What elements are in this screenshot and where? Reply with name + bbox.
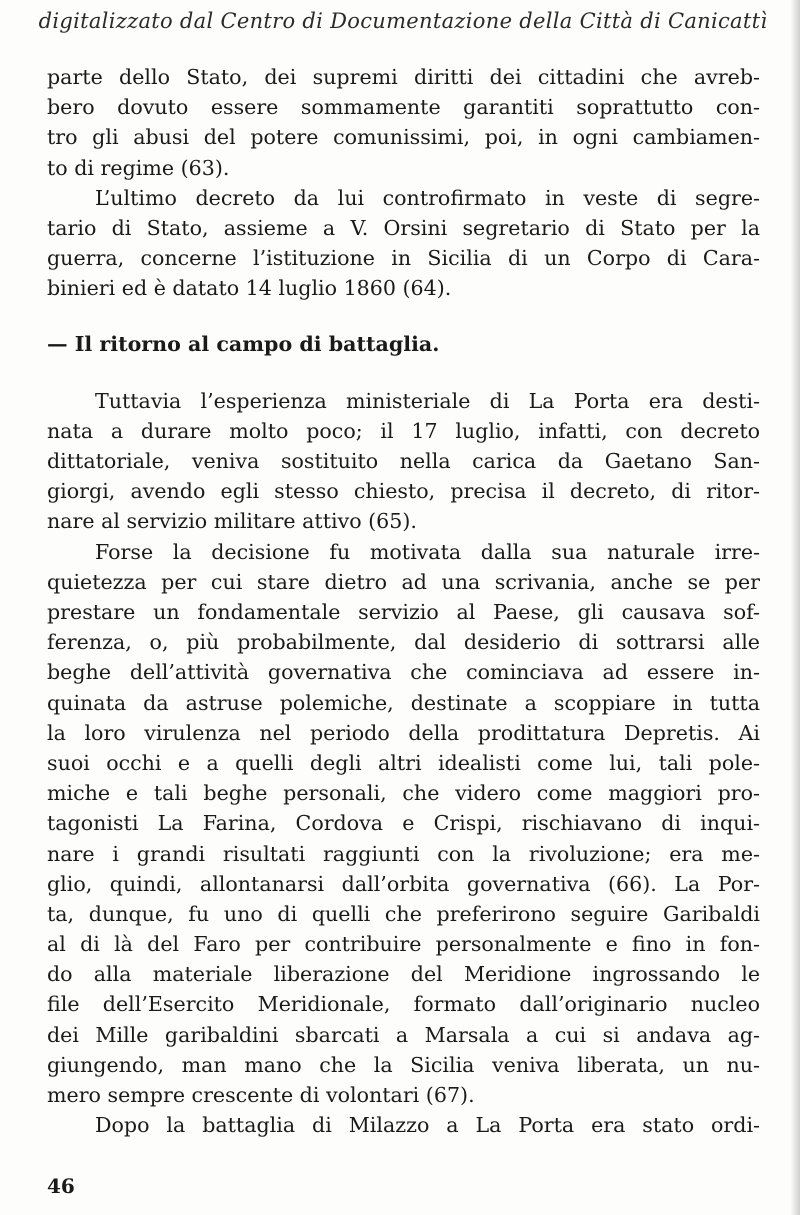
text-line: to di regime (63). [47,155,230,180]
text-line: suoi occhi e a quelli degli altri idealisti come lui, tali pole- [47,750,760,775]
page-number: 46 [47,1174,75,1198]
text-line: binieri ed è datato 14 luglio 1860 (64). [47,276,452,301]
text-line: dei Mille garibaldini sbarcati a Marsala a cui si andava ag- [47,1022,760,1047]
page-edge-shadow [790,0,800,1215]
text-line: bero dovuto essere sommamente garantiti soprattutto con- [47,95,760,120]
text-line: ta, dunque, fu uno di quelli che preferirono seguire Garibaldi [47,901,760,926]
text-line: L’ultimo decreto da lui controfirmato in veste di segre- [95,185,760,210]
text-line: nare i grandi risultati raggiunti con la rivoluzione; era me- [47,841,760,866]
text-line: tagonisti La Farina, Cordova e Crispi, rischiavano di inqui- [47,811,760,836]
section-heading: — Il ritorno al campo di battaglia. [47,331,440,356]
text-line: Forse la decisione fu motivata dalla sua naturale irre- [95,539,760,564]
text-line: quinata da astruse polemiche, destinate a scoppiare in tutta [47,690,760,715]
text-line: Dopo la battaglia di Milazzo a La Porta era stato ordi- [95,1113,760,1138]
text-line: giungendo, man mano che la Sicilia veniva liberata, un nu- [47,1052,760,1077]
text-line: prestare un fondamentale servizio al Paese, gli causava sof- [47,600,760,624]
digitization-watermark: digitalizzato dal Centro di Documentazione della Città di Canicattì [38,9,768,33]
text-line: tario di Stato, assieme a V. Orsini segretario di Stato per la [47,215,760,240]
text-line: giorgi, avendo egli stesso chiesto, precisa il decreto, di ritor- [47,479,760,504]
text-line: beghe dell’attività governativa che cominciava ad essere in- [47,660,760,685]
text-line: nata a durare molto poco; il 17 luglio, infatti, con decreto [47,418,760,443]
text-line: ferenza, o, più probabilmente, dal desiderio di sottrarsi alle [47,630,760,655]
text-line: dittatoriale, veniva sostituito nella carica da Gaetano San- [47,449,760,474]
text-line: guerra, concerne l’istituzione in Sicilia di un Corpo di Cara- [47,246,760,271]
text-line: file dell’Esercito Meridionale, formato dall’originario nucleo [47,992,760,1017]
text-line: parte dello Stato, dei supremi diritti dei cittadini che avreb- [47,65,760,89]
text-line: do alla materiale liberazione del Meridione ingrossando le [47,962,760,987]
text-line: glio, quindi, allontanarsi dall’orbita governativa (66). La Por- [47,871,760,896]
text-line: Tuttavia l’esperienza ministeriale di La Porta era desti- [95,388,760,413]
text-line: nare al servizio militare attivo (65). [47,509,417,534]
text-line: la loro virulenza nel periodo della prodittatura Depretis. Ai [47,720,760,745]
text-line: al di là del Faro per contribuire personalmente e fino in fon- [47,932,760,957]
text-line: tro gli abusi del potere comunissimi, poi, in ogni cambiamen- [47,125,760,150]
text-line: mero sempre crescente di volontari (67). [47,1083,475,1107]
text-line: quietezza per cui stare dietro ad una scrivania, anche se per [47,569,760,594]
text-line: miche e tali beghe personali, che videro come maggiori pro- [47,781,760,806]
body-text [47,62,760,1140]
